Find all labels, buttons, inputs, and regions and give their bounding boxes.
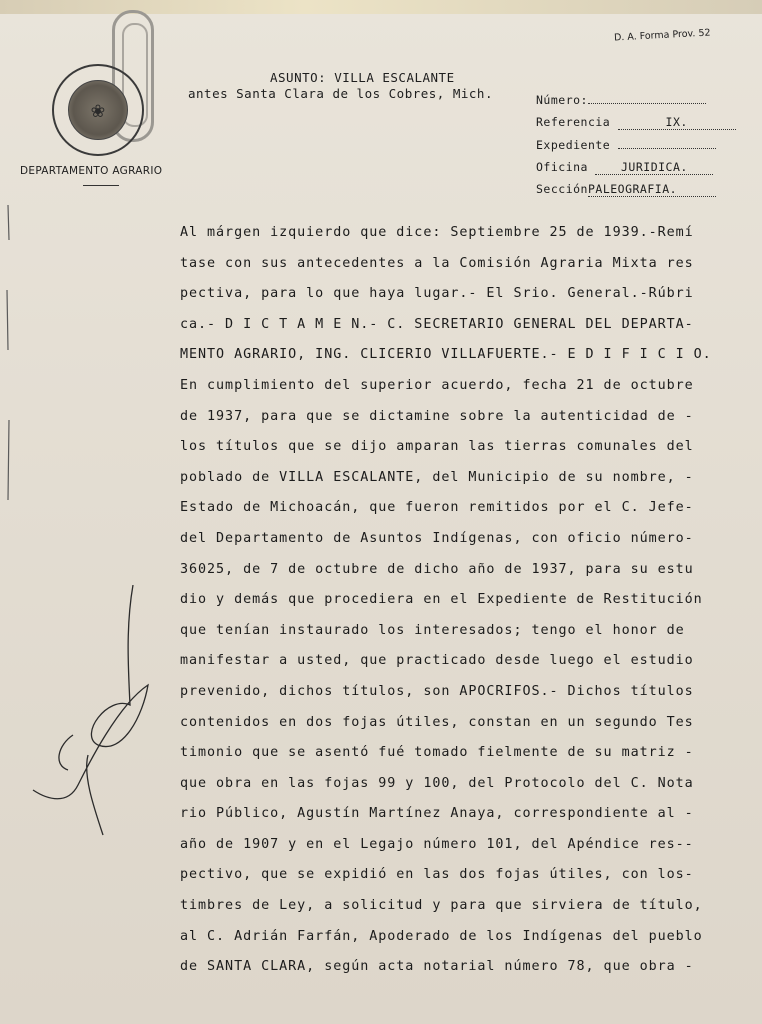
- body-line: timbres de Ley, a solicitud y para que sirviera de título,: [180, 898, 703, 914]
- field-label: Expediente: [536, 138, 611, 152]
- asunto-label: ASUNTO:: [270, 70, 327, 85]
- folder-edge: [0, 0, 762, 14]
- body-line: contenidos en dos fojas útiles, constan en un segundo Tes: [180, 714, 694, 730]
- field-referencia: [536, 115, 736, 130]
- body-line: Al márgen izquierdo que dice: Septiembre 25 de 1939.-Remí: [180, 225, 694, 240]
- body-line: que tenían instaurado los interesados; tengo el honor de: [180, 622, 685, 638]
- field-label: Oficina: [536, 160, 588, 174]
- asunto-subtitle: antes Santa Clara de los Cobres, Mich.: [188, 86, 493, 101]
- field-label: Referencia: [536, 115, 611, 129]
- field-oficina: [536, 160, 713, 175]
- asunto-line: [270, 70, 455, 85]
- field-numero: Número :: [536, 93, 706, 107]
- body-line: MENTO AGRARIO, ING. CLICERIO VILLAFUERTE.- E D I F I C I O.: [180, 347, 712, 363]
- body-line: tase con sus antecedentes a la Comisión Agraria Mixta res: [180, 255, 694, 271]
- department-name: DEPARTAMENTO AGRARIO: [20, 165, 163, 177]
- body-line: 36025, de 7 de octubre de dicho año de 1937, para su estu: [180, 561, 694, 577]
- body-line: prevenido, dichos títulos, son APOCRIFOS.- Dichos títulos: [180, 683, 694, 699]
- eagle-emblem-icon: ❀: [68, 80, 128, 140]
- body-line: En cumplimiento del superior acuerdo, fecha 21 de octubre: [180, 377, 694, 393]
- body-line: al C. Adrián Farfán, Apoderado de los Indígenas del pueblo: [180, 928, 703, 944]
- body-line: pectiva, para lo que haya lugar.- El Srio. General.-Rúbri: [180, 286, 694, 302]
- body-line: ca.- D I C T A M E N.- C. SECRETARIO GENERAL DEL DEPARTA-: [180, 316, 694, 332]
- body-line: del Departamento de Asuntos Indígenas, con oficio número-: [180, 530, 694, 546]
- field-label: Número: [536, 93, 581, 107]
- field-expediente: [536, 138, 716, 152]
- margin-stains: [0, 200, 16, 600]
- body-line: año de 1907 y en el Legajo número 101, del Apéndice res--: [180, 836, 694, 852]
- body-line: dio y demás que procediera en el Expediente de Restitución: [180, 592, 703, 608]
- asunto-value: VILLA ESCALANTE: [334, 70, 455, 85]
- field-value: JURIDICA.: [595, 160, 713, 175]
- body-line: que obra en las fojas 99 y 100, del Protocolo del C. Nota: [180, 775, 694, 791]
- body-line: pectivo, que se expidió en las dos fojas útiles, con los-: [180, 867, 694, 883]
- field-value: IX.: [618, 115, 736, 130]
- official-seal: [52, 64, 144, 156]
- body-line: de 1937, para que se dictamine sobre la autenticidad de -: [180, 408, 694, 424]
- department-underline: [83, 185, 119, 186]
- field-value: PALEOGRAFIA.: [588, 182, 716, 197]
- field-value: [618, 148, 716, 149]
- document-body: [180, 218, 740, 983]
- body-line: rio Público, Agustín Martínez Anaya, correspondiente al -: [180, 806, 694, 822]
- body-line: timonio que se asentó fué tomado fielmente de su matriz -: [180, 745, 694, 761]
- body-line: de SANTA CLARA, según acta notarial número 78, que obra -: [180, 959, 694, 975]
- field-seccion: [536, 182, 716, 197]
- body-line: manifestar a usted, que practicado desde luego el estudio: [180, 653, 694, 669]
- body-line: poblado de VILLA ESCALANTE, del Municipio de su nombre, -: [180, 469, 694, 485]
- form-code: D. A. Forma Prov. 52: [613, 27, 711, 44]
- body-line: los títulos que se dijo amparan las tierras comunales del: [180, 439, 694, 455]
- body-line: Estado de Michoacán, que fueron remitidos por el C. Jefe-: [180, 500, 694, 516]
- field-label: Sección: [536, 182, 588, 196]
- field-value: [588, 103, 706, 104]
- handwritten-signature: [28, 585, 158, 845]
